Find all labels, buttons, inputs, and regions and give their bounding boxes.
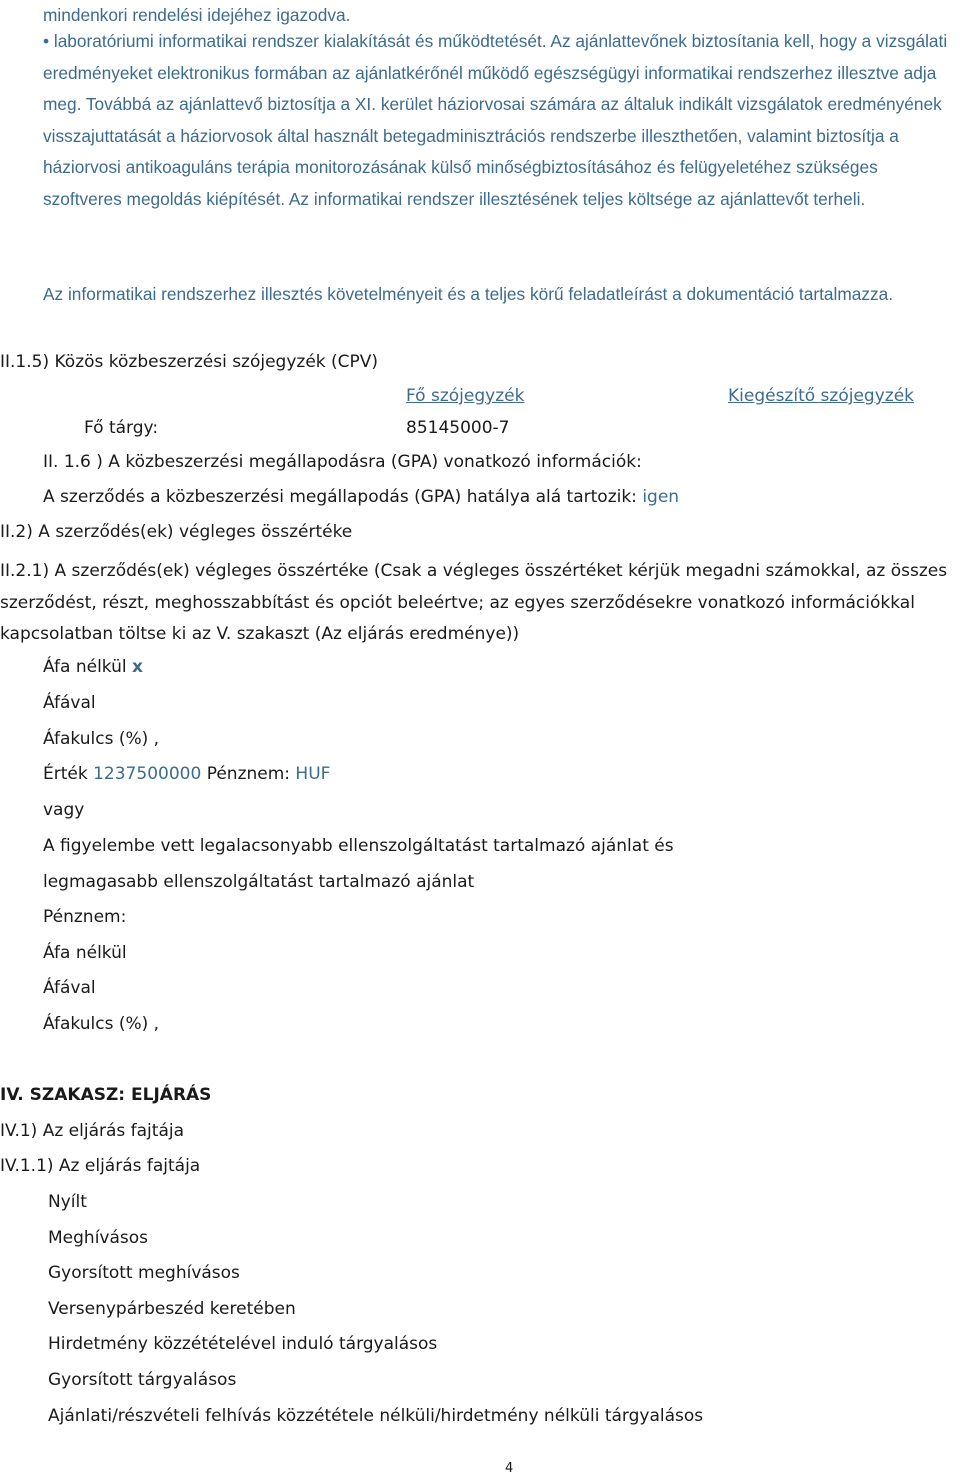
without-vat-label: Áfa nélkül [43,657,127,677]
procedure-item: Gyorsított meghívásos [48,1263,240,1283]
value-label: Érték [43,764,88,784]
section-4-1-heading: IV.1) Az eljárás fajtája [0,1121,185,1141]
or-label: vagy [43,800,85,820]
gpa-answer: igen [642,487,680,507]
with-vat-label: Áfával [43,693,96,713]
procedure-item: Ajánlati/részvételi felhívás közzététele nélküli/hirdetmény nélküli tárgyalásos [48,1406,704,1426]
without-vat-row [43,656,143,678]
vat-rate-label: Áfakulcs (%) , [43,729,160,749]
with-vat-label-2: Áfával [43,978,96,998]
without-vat-mark: x [132,657,143,677]
procedure-item: Nyílt [48,1192,87,1212]
cpv-heading: II.1.5) Közös közbeszerzési szójegyzék (CPV) [0,352,379,372]
currency-value: HUF [295,764,331,784]
without-vat-label-2: Áfa nélkül [43,943,127,963]
procedure-item: Gyorsított tárgyalásos [48,1370,237,1390]
intro-paragraph: • laboratóriumi informatikai rendszer kialakítását és működtetését. Az ajánlattevőnek biztosítania kell, hogy a vizsgálati eredményeket elektronikus formában az ajánlatkérőnél működő egészségügyi informatikai rendszerhez illesztve adja meg. Továbbá az ajánlattevő biztosítja a XI. kerület háziorvosai számára az általuk indikált vizsgálatok eredményének visszajuttatását a háziorvosok által használt betegadminisztrációs rendszerbe illeszthetően, valamint biztosítja a háziorvosi antikoaguláns terápia monitorozásának külső minőségbiztosításához és felügyeletéhez szükséges szoftveres megoldás kiépítését. Az informatikai rendszer illesztésének teljes költsége az ajánlattevőt terheli. [43,31,948,209]
main-subject-code: 85145000-7 [406,418,510,438]
section-4-1-1-heading: IV.1.1) Az eljárás fajtája [0,1156,201,1176]
currency-label-2: Pénznem: [43,907,127,927]
lowest-offer-line-2: legmagasabb ellenszolgáltatást tartalmazó ajánlat [43,872,475,892]
value-row [43,763,330,785]
procedure-item: Hirdetmény közzétételével induló tárgyalásos [48,1334,438,1354]
gpa-question-text: A szerződés a közbeszerzési megállapodás (GPA) hatálya alá tartozik: [43,487,637,507]
vat-rate-label-2: Áfakulcs (%) , [43,1014,160,1034]
section-4-heading: IV. SZAKASZ: ELJÁRÁS [0,1085,212,1105]
supplementary-vocabulary-label: Kiegészítő szójegyzék [728,386,914,406]
lowest-offer-line-1: A figyelembe vett legalacsonyabb ellenszolgáltatást tartalmazó ajánlat és [43,836,674,856]
page-number: 4 [505,1461,514,1476]
gpa-question [43,486,679,508]
main-subject-label: Fő tárgy: [84,418,159,438]
value-amount: 1237500000 [93,764,202,784]
gpa-heading: II. 1.6 ) A közbeszerzési megállapodásra (GPA) vonatkozó információk: [43,452,642,472]
intro-line-text: mindenkori rendelési idejéhez igazodva. [43,5,351,25]
procedure-item: Meghívásos [48,1228,149,1248]
intro-paragraph-2: Az informatikai rendszerhez illesztés követelményeit és a teljes körű feladatleírást a dokumentáció tartalmazza. [43,284,894,304]
procedure-item: Versenypárbeszéd keretében [48,1299,296,1319]
total-value-subheading: II.2.1) A szerződés(ek) végleges összértéke (Csak a végleges összértéket kérjük megadni számokkal, az összes szerződést, részt, meghosszabbítást és opciót beleértve; az egyes szerződésekre vonatkozó információkkal kapcsolatban töltse ki az V. szakaszt (Az eljárás eredménye)) [0,561,948,644]
currency-label: Pénznem: [206,764,291,784]
main-vocabulary-label: Fő szójegyzék [406,386,525,406]
total-value-heading: II.2) A szerződés(ek) végleges összértéke [0,522,353,542]
